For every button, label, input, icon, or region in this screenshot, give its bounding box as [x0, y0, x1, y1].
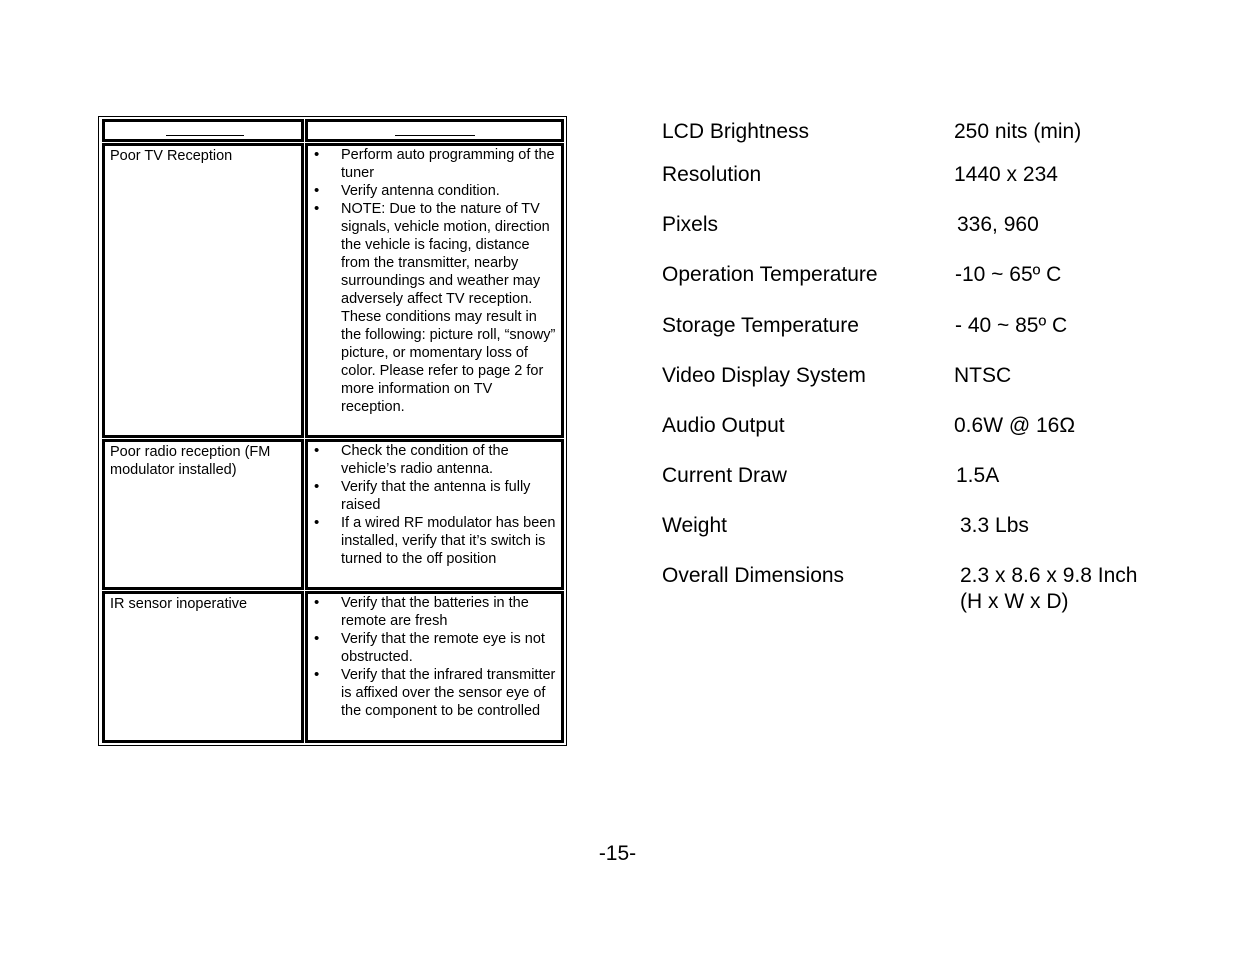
- table-row-problem: IR sensor inoperative: [102, 591, 304, 743]
- spec-label-video-display-system: Video Display System: [662, 364, 866, 387]
- spec-label-lcd-brightness: LCD Brightness: [662, 120, 810, 143]
- spec-value-storage-temperature: - 40 ~ 85º C: [955, 314, 1068, 337]
- list-item: • Verify that the batteries in the remote are fresh: [308, 594, 557, 630]
- table-row-solution: [305, 439, 564, 590]
- header-underline: [166, 135, 244, 137]
- solution-list: [308, 146, 557, 416]
- list-item: • Verify that the antenna is fully raised: [308, 478, 557, 514]
- list-item: • Verify antenna condition.: [308, 182, 557, 200]
- table-row-solution: [305, 591, 564, 743]
- spec-label-operation-temperature: Operation Temperature: [662, 263, 878, 286]
- solution-list: [308, 442, 557, 568]
- spec-label-pixels: Pixels: [662, 213, 719, 236]
- table-header-problem: [102, 119, 304, 142]
- list-item: • Verify that the infrared transmitter is affixed over the sensor eye of the component to be controlled: [308, 666, 557, 720]
- spec-label-audio-output: Audio Output: [662, 414, 785, 437]
- spec-label-resolution: Resolution: [662, 163, 762, 186]
- spec-value-video-display-system: NTSC: [954, 364, 1012, 387]
- spec-value-audio-output: 0.6W @ 16Ω: [954, 414, 1076, 437]
- list-item: • If a wired RF modulator has been installed, verify that it’s switch is turned to the off position: [308, 514, 557, 568]
- spec-value-resolution: 1440 x 234: [954, 163, 1058, 186]
- header-underline: [395, 135, 475, 137]
- table-header-solution: [305, 119, 564, 142]
- table-row-problem: Poor TV Reception: [102, 143, 304, 438]
- table-row-solution: [305, 143, 564, 438]
- list-item: • Check the condition of the vehicle’s radio antenna.: [308, 442, 557, 478]
- spec-label-overall-dimensions: Overall Dimensions: [662, 564, 845, 587]
- spec-value-overall-dimensions: 2.3 x 8.6 x 9.8 Inch (H x W x D): [960, 564, 1138, 613]
- solution-list: [308, 594, 557, 720]
- spec-label-current-draw: Current Draw: [662, 464, 787, 487]
- table-row-problem: Poor radio reception (FM modulator installed): [102, 439, 304, 590]
- spec-value-pixels: 336, 960: [957, 213, 1039, 236]
- spec-value-current-draw: 1.5A: [956, 464, 1000, 487]
- spec-value-weight: 3.3 Lbs: [960, 514, 1029, 537]
- list-item: • Perform auto programming of the tuner: [308, 146, 557, 182]
- spec-label-storage-temperature: Storage Temperature: [662, 314, 859, 337]
- list-item: • Verify that the remote eye is not obstructed.: [308, 630, 557, 666]
- spec-label-weight: Weight: [662, 514, 727, 537]
- spec-value-lcd-brightness: 250 nits (min): [954, 120, 1082, 143]
- list-item: • NOTE: Due to the nature of TV signals, vehicle motion, direction the vehicle is facing, distance from the transmitter, nearby surroundings and weather may adversely affect TV reception. These conditions may result in the following: picture roll, “snowy” picture, or momentary loss of color. Please refer to page 2 for more information on TV reception.: [308, 200, 557, 416]
- spec-value-operation-temperature: -10 ~ 65º C: [955, 263, 1062, 286]
- page-number: -15-: [598, 842, 637, 865]
